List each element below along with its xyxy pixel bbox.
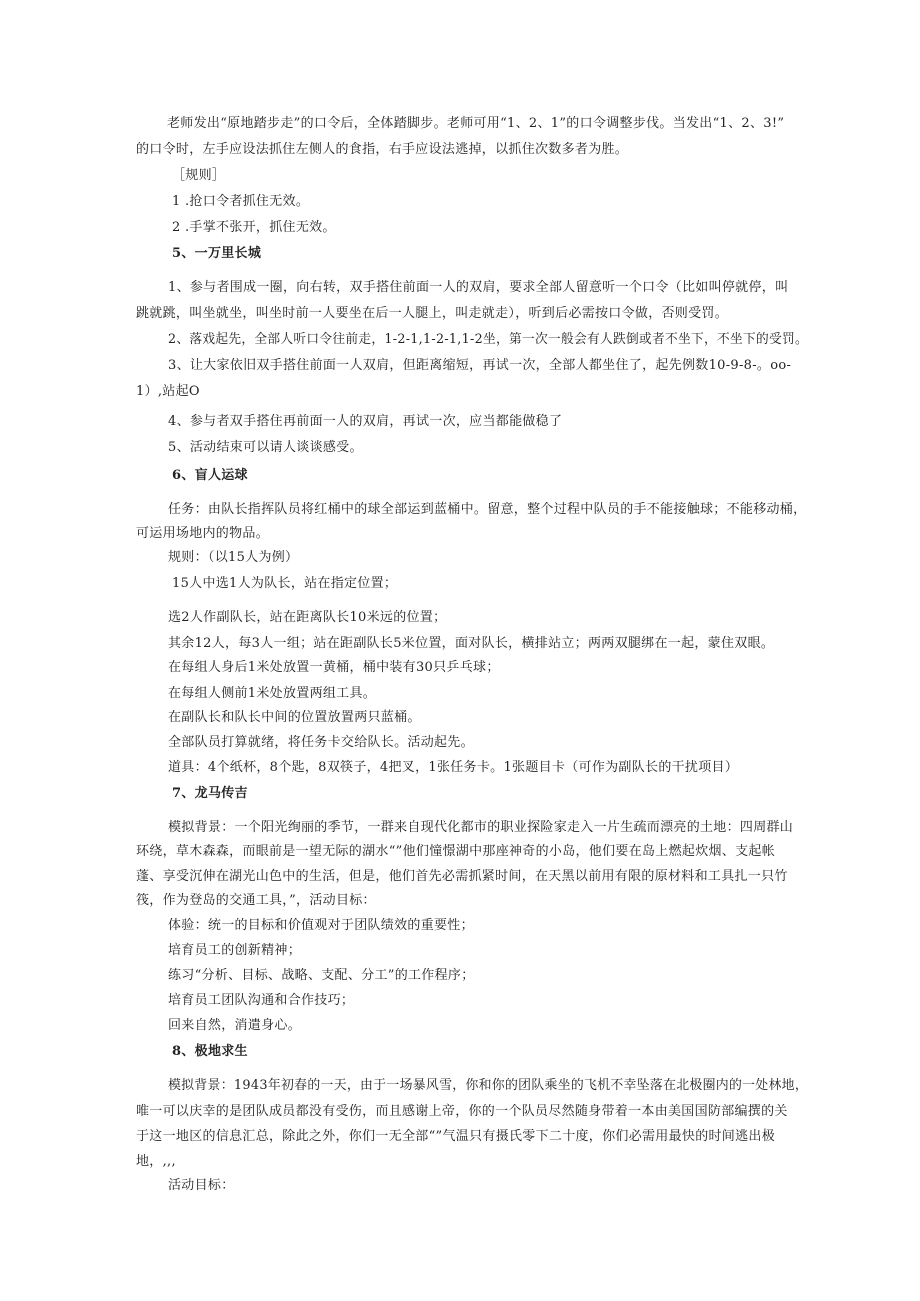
paragraph-line: 模拟背景：一个阳光绚丽的季节，一群来自现代化都市的职业探险家走入一片生疏而漂亮的土地：四周群山 <box>168 820 794 835</box>
paragraph-line: 的口令时，左手应设法抓住左侧人的食指，右手应设法逃掉，以抓住次数多者为胜。 <box>136 142 629 157</box>
paragraph-line: 4、参与者双手搭住再前面一人的双肩，再试一次，应当都能做稳了 <box>168 414 563 429</box>
paragraph-line: 蓬、享受沉伸在湖光山色中的生活，但是，他们首先必需抓紧时间，在天黑以前用有限的原材料和工具扎一只竹 <box>136 869 788 884</box>
paragraph-line: 筏，作为登岛的交通工具，”，活动目标： <box>136 893 376 908</box>
paragraph-line: 1、参与者围成一圈，向右转，双手搭住前面一人的双肩，要求全部人留意听一个口令（比如叫停就停，叫 <box>168 280 789 295</box>
paragraph-line: 全部队员打算就绪，将任务卡交给队长。活动起先。 <box>168 735 474 750</box>
paragraph-line: 模拟背景：1943年初春的一天，由于一场暴风雪，你和你的团队乘坐的飞机不幸坠落在北极圈内的一处林地， <box>168 1078 809 1093</box>
paragraph-line: 环绕，草木森森，而眼前是一望无际的湖水“”他们憧憬湖中那座神奇的小岛，他们要在岛上燃起炊烟、支起帐 <box>136 844 775 859</box>
paragraph-line: 练习“分析、目标、战略、支配、分工”的工作程序； <box>168 968 475 983</box>
paragraph-line: 培育员工的创新精神； <box>168 943 302 958</box>
paragraph-line: 培育员工团队沟通和合作技巧； <box>168 993 355 1008</box>
paragraph-line: 体验：统一的目标和价值观对于团队绩效的重要性； <box>168 918 474 933</box>
paragraph-line: 道具：4个纸杯，8个匙，8双筷子，4把叉，1张任务卡。1张题目卡（可作为副队长的干扰项目） <box>168 760 739 775</box>
section-heading: 6、盲人运球 <box>172 468 248 483</box>
rules-heading: ［规则］ <box>172 168 226 183</box>
paragraph-line: 1）,站起O <box>136 384 200 399</box>
paragraph-line: 其余12人，每3人一组；站在距副队长5米位置，面对队长，横排站立；两两双腿绑在一起，蒙住双眼。 <box>168 636 775 651</box>
list-item: 2 .手掌不张开，抓住无效。 <box>172 220 336 235</box>
paragraph-line: 地，,,, <box>136 1154 176 1169</box>
paragraph-line: 15人中选1人为队长，站在指定位置； <box>172 576 398 591</box>
paragraph-line: 3、让大家依旧双手搭住前面一人双肩，但距离缩短，再试一次，全部人都坐住了，起先例数10-9-8-。oo- <box>168 358 792 373</box>
paragraph-line: 任务：由队长指挥队员将红桶中的球全部运到蓝桶中。留意，整个过程中队员的手不能接触球；不能移动桶， <box>168 502 807 517</box>
paragraph-line: 唯一可以庆幸的是团队成员都没有受伤，而且感谢上帝，你的一个队员尽然随身带着一本由美国国防部编撰的关 <box>136 1104 788 1119</box>
paragraph-line: 老师发出“原地踏步走”的口令后，全体踏脚步。老师可用“1、2、1”的口令调整步伐。当发出“1、2、3!” <box>167 116 785 131</box>
section-heading: 8、极地求生 <box>172 1044 248 1059</box>
paragraph-line: 在每组人侧前1米处放置两组工具。 <box>168 686 377 701</box>
paragraph-line: 2、落戏起先，全部人听口令往前走，1-2-1,1-2-1,1-2坐，第一次一般会有人跌倒或者不坐下，不坐下的受罚。 <box>168 332 808 347</box>
paragraph-line: 5、活动结束可以请人谈谈感受。 <box>168 440 363 455</box>
paragraph-line: 规则：（以15人为例） <box>168 550 299 565</box>
paragraph-line: 选2人作副队长，站在距离队长10米远的位置； <box>168 610 447 625</box>
paragraph-line: 活动目标： <box>168 1178 235 1193</box>
paragraph-line: 回来自然，消遣身心。 <box>168 1018 302 1033</box>
list-item: 1 .抢口令者抓住无效。 <box>172 194 310 209</box>
paragraph-line: 在每组人身后1米处放置一黄桶，桶中装有30只乒乓球； <box>168 660 500 675</box>
paragraph-line: 在副队长和队长中间的位置放置两只蓝桶。 <box>168 710 421 725</box>
section-heading: 5、一万里长城 <box>172 246 262 261</box>
paragraph-line: 可运用场地内的物品。 <box>136 526 270 541</box>
paragraph-line: 于这一地区的信息汇总，除此之外，你们一无全部“”气温只有摄氏零下二十度，你们必需用最快的时间逃出极 <box>136 1129 775 1144</box>
section-heading: 7、龙马传吉 <box>172 786 248 801</box>
paragraph-line: 跳就跳，叫坐就坐，叫坐时前一人要坐在后一人腿上，叫走就走），听到后必需按口令做，否则受罚。 <box>136 306 729 321</box>
